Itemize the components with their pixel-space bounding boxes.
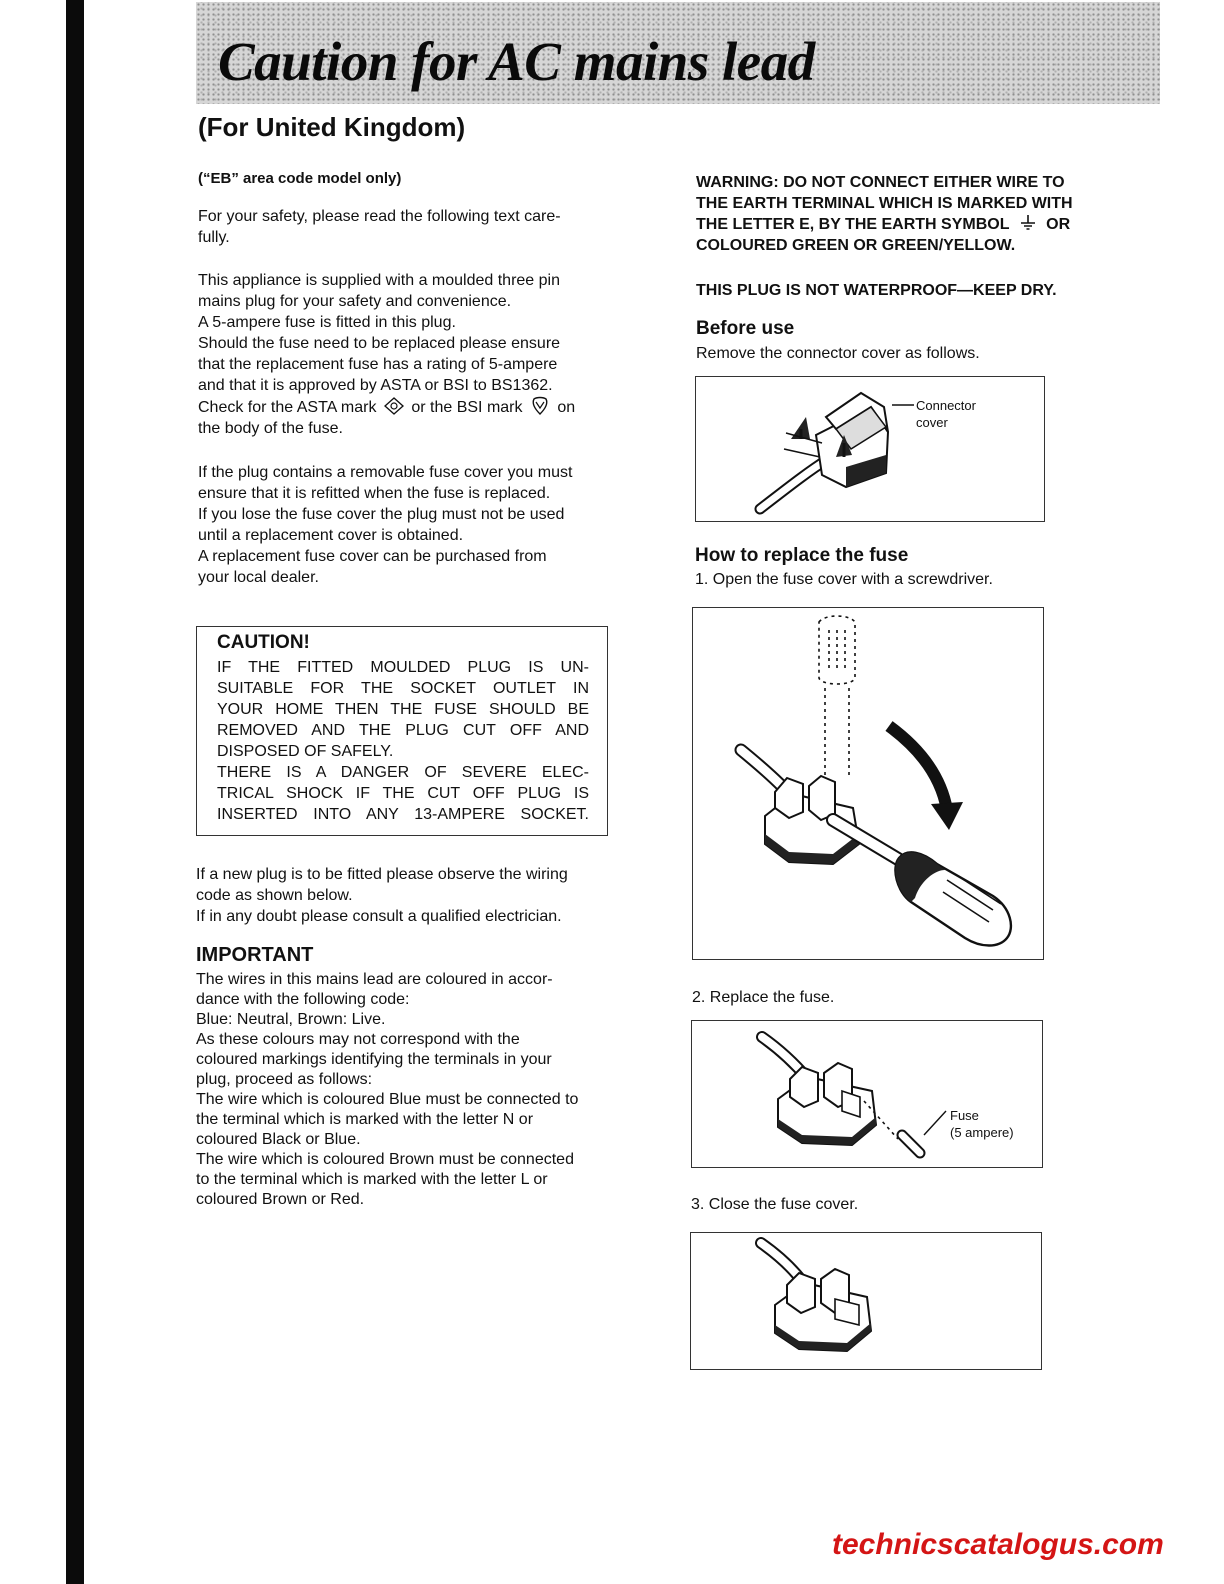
check-text-3: on — [557, 399, 576, 416]
close-fuse-cover-figure — [690, 1232, 1042, 1370]
text-line: code as shown below. — [196, 887, 353, 904]
important-paragraph — [196, 970, 610, 1210]
text-line: As these colours may not correspond with the — [196, 1031, 520, 1048]
text-line: that the replacement fuse has a rating of 5-ampere — [198, 356, 558, 373]
label-line: Fuse — [950, 1108, 979, 1123]
asta-mark-icon — [384, 397, 404, 415]
text-line: For your safety, please read the following text care- — [198, 208, 561, 225]
text-line: plug, proceed as follows: — [196, 1071, 373, 1088]
text-line: coloured Brown or Red. — [196, 1191, 365, 1208]
check-text-1: Check for the ASTA mark — [198, 399, 377, 416]
screwdriver-plug-illustration — [693, 608, 1045, 961]
text-line: SUITABLE FOR THE SOCKET OUTLET IN — [217, 680, 589, 697]
new-plug-paragraph — [196, 864, 610, 927]
bsi-mark-icon — [530, 396, 550, 416]
connector-cover-figure — [695, 376, 1045, 522]
text-line: A 5-ampere fuse is fitted in this plug. — [198, 314, 456, 331]
text-line: A replacement fuse cover can be purchased from — [198, 548, 547, 565]
text-line: to the terminal which is marked with the letter L or — [196, 1171, 548, 1188]
label-line: cover — [916, 415, 948, 430]
text-line: If in any doubt please consult a qualified electrician. — [196, 908, 562, 925]
text-line: until a replacement cover is obtained. — [198, 527, 464, 544]
page-binding-edge — [66, 0, 84, 1584]
label-line: Connector — [916, 398, 976, 413]
text-line: If the plug contains a removable fuse cover you must — [198, 464, 573, 481]
text-line: The wire which is coloured Blue must be connected to — [196, 1091, 579, 1108]
text-line: The wires in this mains lead are coloured in accor- — [196, 971, 553, 988]
text-line: the terminal which is marked with the letter N or — [196, 1111, 534, 1128]
title-banner — [196, 2, 1160, 104]
area-code-note: (“EB” area code model only) — [198, 170, 402, 187]
text-line: the body of the fuse. — [198, 420, 343, 437]
text-line: WARNING: DO NOT CONNECT EITHER WIRE TO — [696, 174, 1065, 191]
text-line: mains plug for your safety and convenience. — [198, 293, 512, 310]
supply-paragraph — [198, 270, 610, 439]
site-watermark: technicscatalogus.com — [832, 1528, 1164, 1561]
caution-title: CAUTION! — [217, 632, 310, 653]
text-line: coloured markings identifying the terminals in your — [196, 1051, 552, 1068]
warning-text-b: OR — [1046, 216, 1071, 233]
text-line: This appliance is supplied with a moulded three pin — [198, 272, 560, 289]
text-line: dance with the following code: — [196, 991, 410, 1008]
text-line: your local dealer. — [198, 569, 319, 586]
step-2-text: 2. Replace the fuse. — [692, 989, 835, 1006]
step-3-text: 3. Close the fuse cover. — [691, 1196, 859, 1213]
warning-paragraph — [696, 172, 1116, 256]
text-line: coloured Black or Blue. — [196, 1131, 361, 1148]
text-line: ensure that it is refitted when the fuse is replaced. — [198, 485, 551, 502]
text-line: THERE IS A DANGER OF SEVERE ELEC- — [217, 764, 589, 781]
fuse-label — [950, 1107, 1014, 1141]
check-text-2: or the BSI mark — [411, 399, 523, 416]
text-line: YOUR HOME THEN THE FUSE SHOULD BE — [217, 701, 589, 718]
text-line: fully. — [198, 229, 230, 246]
before-use-heading: Before use — [696, 318, 795, 339]
text-line: If a new plug is to be fitted please observe the wiring — [196, 866, 568, 883]
caution-text — [217, 657, 589, 825]
page-title: Caution for AC mains lead — [218, 31, 815, 92]
connector-plug-illustration — [696, 377, 1046, 523]
fuse-plug-illustration — [692, 1021, 1044, 1169]
closed-plug-illustration — [691, 1233, 1043, 1371]
text-line: Blue: Neutral, Brown: Live. — [196, 1011, 386, 1028]
important-heading: IMPORTANT — [196, 944, 314, 966]
safety-paragraph — [198, 206, 610, 248]
fuse-cover-paragraph — [198, 462, 610, 588]
check-mark-line — [198, 396, 610, 418]
text-line: THE EARTH TERMINAL WHICH IS MARKED WITH — [696, 195, 1073, 212]
waterproof-note: THIS PLUG IS NOT WATERPROOF—KEEP DRY. — [696, 282, 1057, 299]
page-subtitle: (For United Kingdom) — [198, 112, 466, 142]
text-line: REMOVED AND THE PLUG CUT OFF AND — [217, 722, 589, 739]
earth-symbol-line — [696, 214, 1116, 235]
replace-fuse-figure — [691, 1020, 1043, 1168]
warning-text-a: THE LETTER E, BY THE EARTH SYMBOL — [696, 216, 1010, 233]
before-use-text: Remove the connector cover as follows. — [696, 345, 980, 362]
replace-fuse-heading: How to replace the fuse — [695, 545, 909, 566]
text-line: IF THE FITTED MOULDED PLUG IS UN- — [217, 659, 589, 676]
text-line: The wire which is coloured Brown must be connected — [196, 1151, 574, 1168]
earth-symbol-icon — [1018, 214, 1038, 232]
text-line: Should the fuse need to be replaced please ensure — [198, 335, 561, 352]
label-line: (5 ampere) — [950, 1125, 1014, 1140]
connector-cover-label — [916, 397, 976, 431]
text-line: and that it is approved by ASTA or BSI to BS1362. — [198, 377, 553, 394]
text-line: DISPOSED OF SAFELY. — [217, 743, 394, 760]
open-fuse-cover-figure — [692, 607, 1044, 960]
text-line: INSERTED INTO ANY 13-AMPERE SOCKET. — [217, 806, 589, 823]
text-line: COLOURED GREEN OR GREEN/YELLOW. — [696, 237, 1016, 254]
text-line: If you lose the fuse cover the plug must not be used — [198, 506, 565, 523]
caution-box — [196, 626, 608, 836]
step-1-text: 1. Open the fuse cover with a screwdriver. — [695, 571, 993, 588]
text-line: TRICAL SHOCK IF THE CUT OFF PLUG IS — [217, 785, 589, 802]
